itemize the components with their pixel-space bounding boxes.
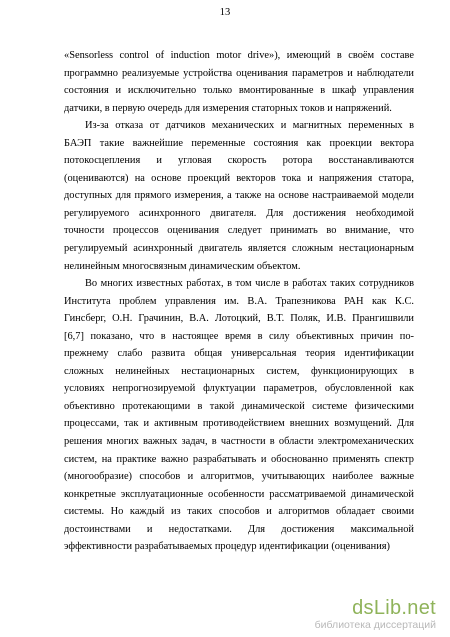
text-line: состояния и исключительно только вмонтированные в шкаф управления: [64, 85, 414, 97]
text-line: систем, на практике важно разрабатывать и обоснованно применять спектр: [64, 453, 414, 465]
text-line: процессами, так и активным противодействием внешних возмущений. Для: [64, 418, 414, 430]
text-line: решения многих важных задач, в частности в области электромеханических: [64, 436, 414, 448]
text-line: точности процессов оценивания следует принимать во внимание, что: [64, 225, 414, 237]
text-line: прежнему слабо развита общая универсальная теория идентификации: [64, 348, 414, 360]
text-line: нелинейным многосвязным динамическим объектом.: [64, 260, 301, 272]
watermark-logo: dsLib.net: [352, 597, 436, 619]
text-line: регулируемого асинхронного двигателя. Для достижения необходимой: [64, 207, 414, 219]
text-line: [6,7] показано, что в настоящее время в силу объективных причин по-: [64, 330, 414, 342]
text-line: датчики, в первую очередь для измерения статорных токов и напряжений.: [64, 102, 392, 114]
text-line: Из-за отказа от датчиков механических и магнитных переменных в: [85, 120, 414, 132]
text-line: достоинствами и недостатками. Для достижения максимальной: [64, 523, 414, 535]
text-line: Гинсберг, О.Н. Грачинин, В.А. Лотоцкий, В.Т. Поляк, И.В. Прангишвили: [64, 313, 414, 325]
watermark-tagline: библиотека диссертаций: [314, 619, 436, 631]
paragraph: [64, 117, 414, 275]
text-line: (оцениваются) на основе проекций векторов тока и напряжения статора,: [64, 172, 414, 184]
text-line: Во многих известных работах, в том числе в работах таких сотрудников: [85, 278, 414, 290]
text-line: (многообразие) способов и алгоритмов, учитывающих наиболее важные: [64, 471, 414, 483]
text-line: регулируемый асинхронный двигатель является сложным нестационарным: [64, 243, 414, 255]
paragraph: [64, 47, 414, 117]
text-line: эффективности разрабатываемых процедур идентификации (оценивания): [64, 541, 391, 553]
watermark: [315, 597, 436, 631]
text-line: объективно протекающими в такой динамической системе физическими: [64, 400, 414, 412]
paragraph: [64, 275, 414, 556]
text-line: БАЭП такие важнейшие переменные состояния как проекции вектора: [64, 137, 414, 149]
page-number: 13: [219, 7, 231, 18]
text-line: доступных для прямого измерения, а также на основе настраиваемой модели: [64, 190, 414, 202]
text-line: сложных нелинейных нестационарных систем, функционирующих в: [64, 365, 414, 377]
text-line: программно реализуемые устройства оценивания параметров и наблюдатели: [64, 67, 414, 79]
text-line: условиях непрогнозируемой флуктуации параметров, обусловленной как: [64, 383, 414, 395]
text-line: системы. Но каждый из таких способов и алгоритмов обладает своими: [64, 506, 414, 518]
document-body: [64, 47, 414, 556]
text-line: Института проблем управления им. В.А. Трапезникова РАН как К.С.: [64, 295, 414, 307]
text-line: конкретные эксплуатационные особенности рассматриваемой динамической: [64, 488, 414, 500]
text-line: «Sensorless control of induction motor drive»), имеющий в своём составе: [64, 50, 414, 61]
text-line: потокосцепления и угловая скорость ротора восстанавливаются: [64, 155, 414, 167]
